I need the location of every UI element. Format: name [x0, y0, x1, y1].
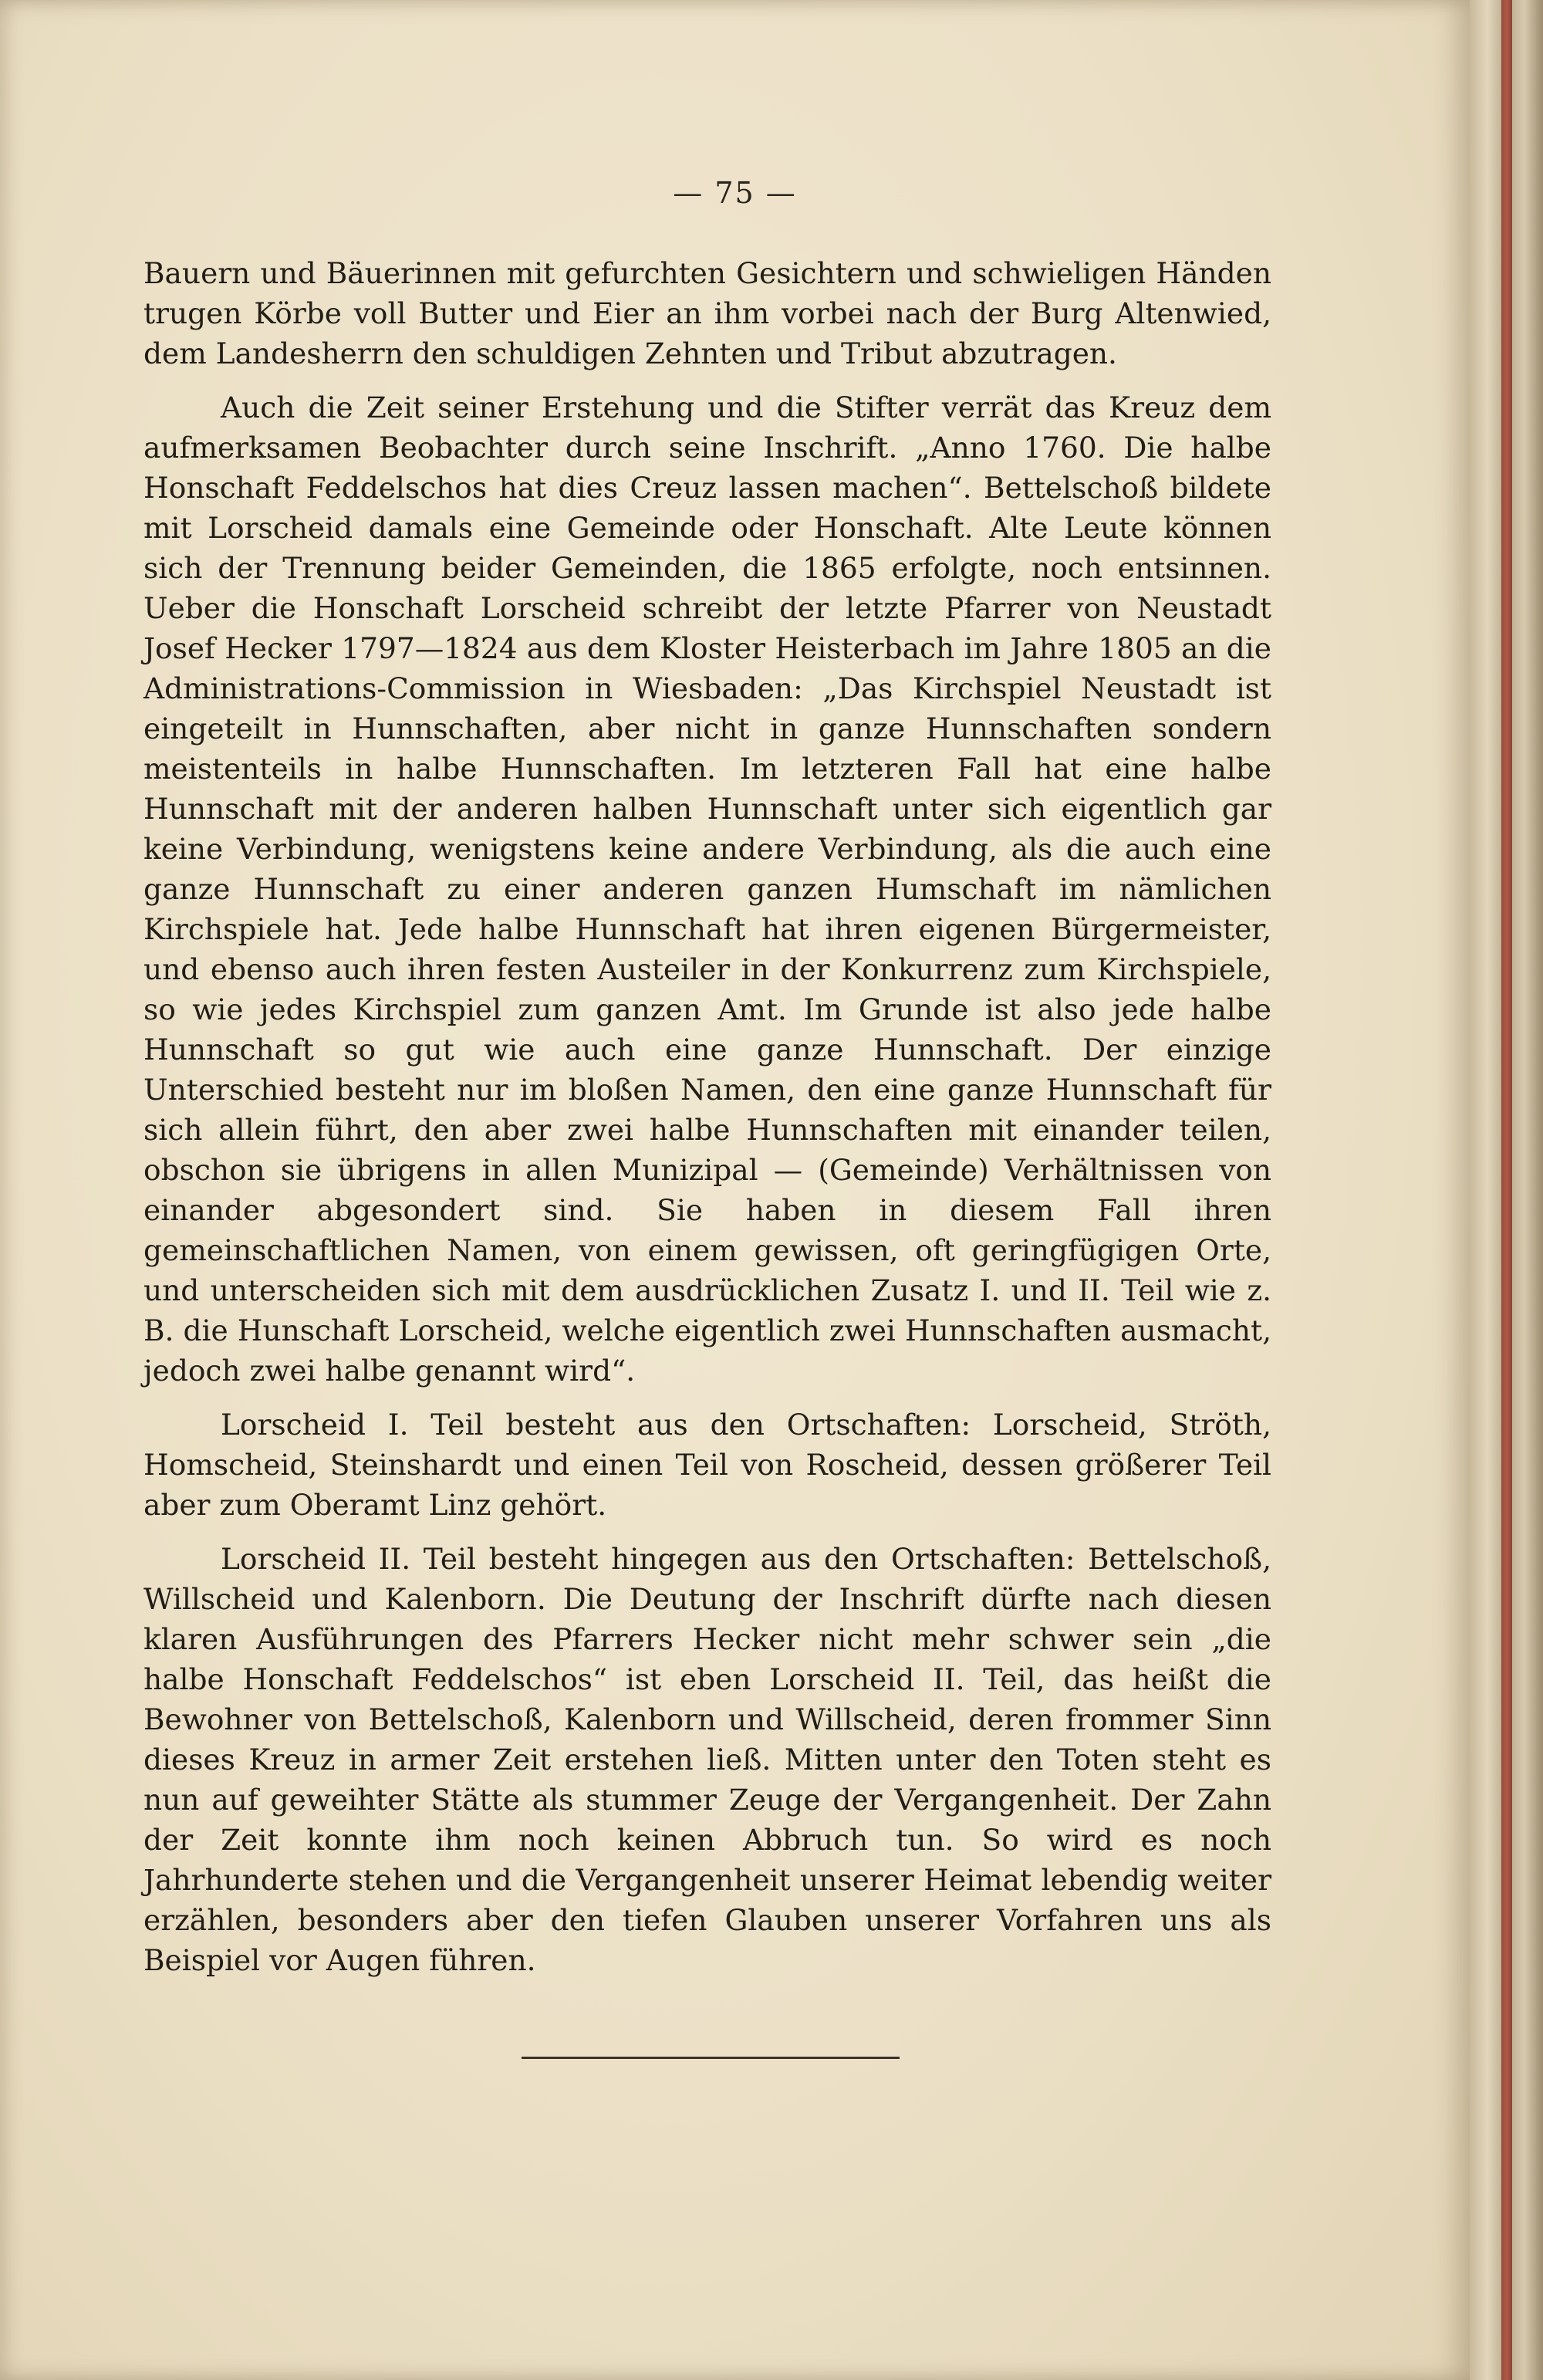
book-red-edge	[1501, 0, 1512, 2380]
paragraph-4: Lorscheid II. Teil besteht hingegen aus den Ortschaften: Bettelschoß, Willscheid und Kalenborn. Die Deutung der Inschrift dürfte nach diesen klaren Ausführungen des Pfarrers Hecker nicht mehr schwer sein „die halbe Honschaft Feddelschos“ ist eben Lorscheid II. Teil, das heißt die Bewohner von Bettelschoß, Kalenborn und Willscheid, deren frommer Sinn dieses Kreuz in armer Zeit erstehen ließ. Mitten unter den Toten steht es nun auf geweihter Stätte als stummer Zeuge der Vergangenheit. Der Zahn der Zeit konnte ihm noch keinen Abbruch tun. So wird es noch Jahrhunderte stehen und die Vergangenheit unserer Heimat lebendig weiter erzählen, besonders aber den tiefen Glauben unserer Vorfahren uns als Beispiel vor Augen führen.	[143, 1542, 1271, 1977]
section-end-rule	[522, 2057, 900, 2059]
paragraph-2: Auch die Zeit seiner Erstehung und die Stifter verrät das Kreuz dem aufmerksamen Beobachter durch seine Inschrift. „Anno 1760. Die halbe Honschaft Feddelschos hat dies Creuz lassen machen“. Bettelschoß bildete mit Lorscheid damals eine Gemeinde oder Honschaft. Alte Leute können sich der Trennung beider Gemeinden, die 1865 erfolgte, noch entsinnen. Ueber die Honschaft Lorscheid schreibt der letzte Pfarrer von Neustadt Josef Hecker 1797—1824 aus dem Kloster Heisterbach im Jahre 1805 an die Administrations-Commission in Wiesbaden: „Das Kirchspiel Neustadt ist eingeteilt in Hunnschaften, aber nicht in ganze Hunnschaften sondern meistenteils in halbe Hunnschaften. Im letzteren Fall hat eine halbe Hunnschaft mit der anderen halben Hunnschaft unter sich eigentlich gar keine Verbindung, wenigstens keine andere Verbindung, als die auch eine ganze Hunnschaft zu einer anderen ganzen Humschaft im nämlichen Kirchspiele hat. Jede halbe Hunnschaft hat ihren eigenen Bürgermeister, und ebenso auch ihren festen Austeiler in der Konkurrenz zum Kirchspiele, so wie jedes Kirchspiel zum ganzen Amt. Im Grunde ist also jede halbe Hunnschaft so gut wie auch eine ganze Hunnschaft. Der einzige Unterschied besteht nur im bloßen Namen, den eine ganze Hunnschaft für sich allein führt, den aber zwei halbe Hunnschaften mit einander teilen, obschon sie übrigens in allen Munizipal — (Gemeinde) Verhältnissen von einander abgesondert sind. Sie haben in diesem Fall ihren gemeinschaftlichen Namen, von einem gewissen, oft geringfügigen Orte, und unterscheiden sich mit dem ausdrücklichen Zusatz I. und II. Teil wie z. B. die Hunschaft Lorscheid, welche eigentlich zwei Hunnschaften ausmacht, jedoch zwei halbe genannt wird“.	[143, 390, 1271, 1388]
paragraph-1: Bauern und Bäuerinnen mit gefurchten Gesichtern und schwieligen Händen trugen Körbe voll Butter und Eier an ihm vorbei nach der Burg Altenwied, dem Landesherrn den schuldigen Zehnten und Tribut abzutragen.	[143, 256, 1271, 370]
body-text	[143, 253, 1271, 1994]
page-number: — 75 —	[673, 176, 797, 210]
paragraph-3: Lorscheid I. Teil besteht aus den Ortschaften: Lorscheid, Ströth, Homscheid, Steinshardt und einen Teil von Roscheid, dessen größerer Teil aber zum Oberamt Linz gehört.	[143, 1408, 1271, 1522]
